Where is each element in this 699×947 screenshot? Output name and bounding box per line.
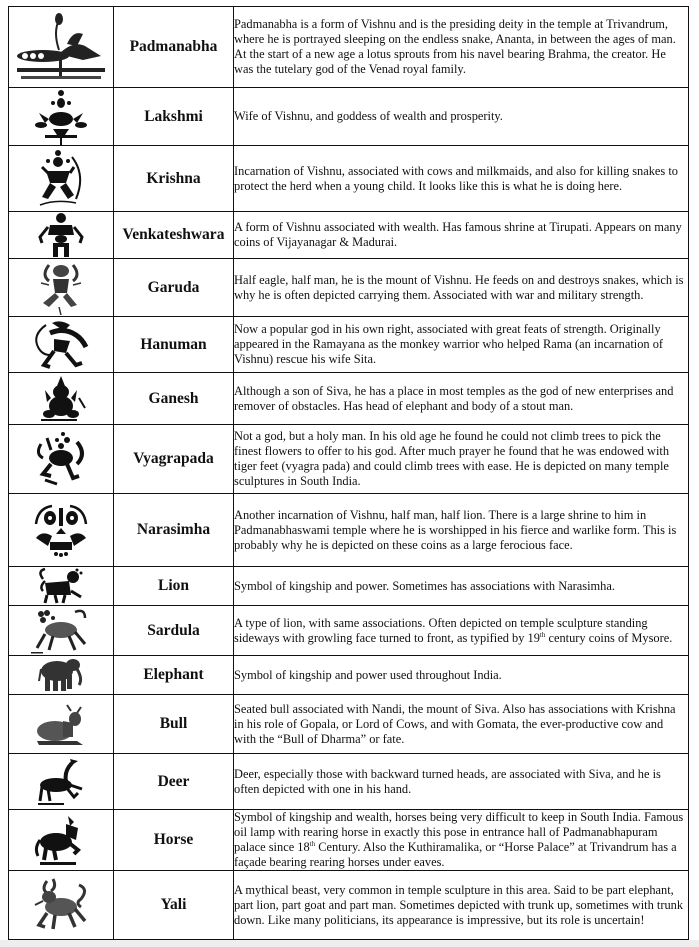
symbol-description: Deer, especially those with backward turned heads, are associated with Siva, and he is often depicted with one in his hand. (234, 754, 689, 810)
table-row (9, 754, 689, 810)
symbol-name: Garuda (114, 259, 234, 317)
symbol-description: Seated bull associated with Nandi, the mount of Siva. Also has associations with Krishna in his role of Gopala, or Lord of Cows, and with Gomata, the ever-productive cow and with the “Bull of Dharma” or fate. (234, 695, 689, 754)
yali-icon (31, 877, 91, 933)
symbol-description: Now a popular god in his own right, associated with great feats of strength. Originally appeared in the Ramayana as the monkey warrior who helped Rama (an incarnation of Vishnu) rescue his wife Sita. (234, 317, 689, 373)
table-row (9, 146, 689, 212)
rearing-horse-icon (34, 812, 88, 868)
table-row (9, 871, 689, 940)
symbol-name: Lion (114, 567, 234, 606)
hanuman-figure-icon (30, 319, 92, 371)
symbol-name: Sardula (114, 606, 234, 656)
symbol-image-cell (9, 695, 114, 754)
symbol-description: Another incarnation of Vishnu, half man, half lion. There is a large shrine to him in Padmanabhaswami temple where he is worshipped in his fierce and warlike form. This is probably why he is depicted on these coins as a large ferocious face. (234, 494, 689, 567)
symbol-description: Incarnation of Vishnu, associated with cows and milkmaids, and also for killing snakes to protect the herd when a young child. It looks like this is what he is doing here. (234, 146, 689, 212)
symbol-name: Hanuman (114, 317, 234, 373)
symbol-name: Deer (114, 754, 234, 810)
symbol-name: Vyagrapada (114, 425, 234, 494)
symbol-name: Krishna (114, 146, 234, 212)
symbol-image-cell (9, 871, 114, 940)
symbol-description: Not a god, but a holy man. In his old age he found he could not climb trees to pick the finest flowers to offer to his god. After much prayer he found that he was endowed with tiger feet (vyagra pada) and could climb trees with ease. He is depicted on many temple sculptures in South India. (234, 425, 689, 494)
symbol-name: Padmanabha (114, 7, 234, 88)
coin-symbols-table (8, 6, 689, 940)
table-row (9, 695, 689, 754)
padmanabha-reclining-icon (13, 10, 109, 84)
symbol-name: Yali (114, 871, 234, 940)
symbol-image-cell (9, 606, 114, 656)
narasimha-face-icon (32, 502, 90, 558)
symbol-image-cell (9, 567, 114, 606)
table-row (9, 373, 689, 425)
symbol-name: Bull (114, 695, 234, 754)
seated-bull-icon (33, 701, 89, 747)
table-row (9, 606, 689, 656)
symbol-image-cell (9, 656, 114, 695)
deer-icon (34, 757, 88, 807)
symbol-description: Symbol of kingship and power used throughout India. (234, 656, 689, 695)
table-row (9, 212, 689, 259)
table-row (9, 567, 689, 606)
vyagrapada-figure-icon (33, 430, 89, 488)
sardula-icon (31, 608, 91, 654)
symbol-image-cell (9, 88, 114, 146)
symbol-description: Symbol of kingship and wealth, horses being very difficult to keep in South India. Famous oil lamp with rearing horse in exactly this pose in entrance hall of Padmanabhapuram palace since 18th Century. Also the Kuthiramalika, or “Horse Palace” at Trivandrum has a façade bearing rearing horses under eaves. (234, 810, 689, 871)
table-row (9, 494, 689, 567)
symbol-image-cell (9, 7, 114, 88)
table-row (9, 810, 689, 871)
symbol-image-cell (9, 317, 114, 373)
lakshmi-figure-icon (31, 89, 91, 145)
symbol-description: A mythical beast, very common in temple sculpture in this area. Said to be part elephant, part lion, part goat and part man. Sometimes depicted with trunk up, sometimes with trunk down. Like many politicians, its appearance is impressive, but its role is uncertain! (234, 871, 689, 940)
symbol-image-cell (9, 259, 114, 317)
symbol-description: Symbol of kingship and power. Sometimes has associations with Narasimha. (234, 567, 689, 606)
symbol-image-cell (9, 212, 114, 259)
page-bottom-margin (0, 940, 699, 947)
krishna-figure-icon (36, 149, 86, 209)
table-row (9, 317, 689, 373)
table-row (9, 88, 689, 146)
symbol-name: Venkateshwara (114, 212, 234, 259)
table-row (9, 7, 689, 88)
table-row (9, 656, 689, 695)
symbol-description: Wife of Vishnu, and goddess of wealth and prosperity. (234, 88, 689, 146)
symbol-image-cell (9, 494, 114, 567)
elephant-icon (37, 657, 85, 693)
venkateshwara-figure-icon (36, 213, 86, 257)
symbol-name: Ganesh (114, 373, 234, 425)
garuda-figure-icon (35, 261, 87, 315)
symbol-name: Lakshmi (114, 88, 234, 146)
symbol-name: Horse (114, 810, 234, 871)
symbol-description: Although a son of Siva, he has a place in most temples as the god of new enterprises and remover of obstacles. Has head of elephant and body of a stout man. (234, 373, 689, 425)
symbol-description: A type of lion, with same associations. Often depicted on temple sculpture standing sideways with growling face turned to front, as typified by 19th century coins of Mysore. (234, 606, 689, 656)
symbol-description: A form of Vishnu associated with wealth. Has famous shrine at Tirupati. Appears on many coins of Vijayanagar & Madurai. (234, 212, 689, 259)
table-row (9, 425, 689, 494)
symbol-image-cell (9, 373, 114, 425)
symbol-image-cell (9, 754, 114, 810)
table-row (9, 259, 689, 317)
symbol-name: Narasimha (114, 494, 234, 567)
lion-icon (35, 567, 87, 605)
symbol-image-cell (9, 810, 114, 871)
symbol-description: Padmanabha is a form of Vishnu and is the presiding deity in the temple at Trivandrum, where he is portrayed sleeping on the endless snake, Ananta, in between the ages of man. At the start of a new age a lotus sprouts from his navel bearing Brahma, the creator. He was the tutelary god of the Venad royal family. (234, 7, 689, 88)
symbol-name: Elephant (114, 656, 234, 695)
ganesh-figure-icon (35, 376, 87, 422)
symbol-image-cell (9, 146, 114, 212)
symbol-image-cell (9, 425, 114, 494)
symbol-description: Half eagle, half man, he is the mount of Vishnu. He feeds on and destroys snakes, which is why he is often depicted carrying them. Associated with war and military strength. (234, 259, 689, 317)
